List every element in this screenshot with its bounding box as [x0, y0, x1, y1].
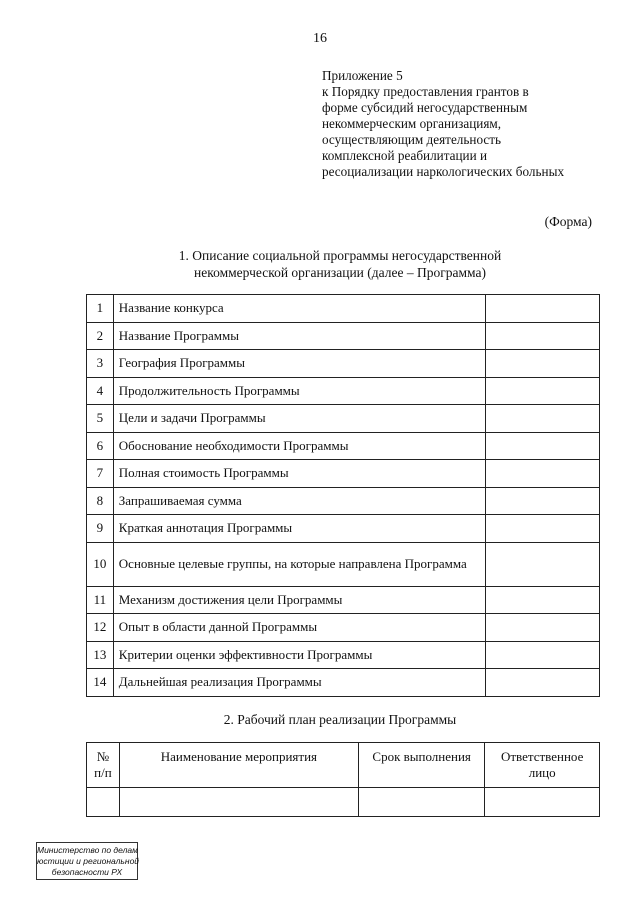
empty-cell[interactable]	[119, 788, 358, 817]
table-row	[87, 295, 600, 323]
row-label: Дальнейшая реализация Программы	[113, 669, 485, 697]
row-value-cell[interactable]	[485, 515, 599, 543]
appendix-line: Приложение 5	[322, 68, 403, 83]
row-label: Механизм достижения цели Программы	[113, 586, 485, 614]
row-number: 12	[87, 614, 114, 642]
column-header-number-line: №	[96, 749, 110, 764]
table-row	[87, 515, 600, 543]
table-row	[87, 377, 600, 405]
empty-cell[interactable]	[359, 788, 485, 817]
row-number: 11	[87, 586, 114, 614]
row-value-cell[interactable]	[485, 432, 599, 460]
appendix-line: к Порядку предоставления грантов в	[322, 84, 529, 99]
row-value-cell[interactable]	[485, 586, 599, 614]
table-row	[87, 460, 600, 488]
column-header-responsible	[485, 743, 600, 788]
row-label: Цели и задачи Программы	[113, 405, 485, 433]
appendix-line: комплексной реабилитации и	[322, 148, 488, 163]
row-value-cell[interactable]	[485, 405, 599, 433]
row-value-cell[interactable]	[485, 487, 599, 515]
row-number: 9	[87, 515, 114, 543]
row-label: Запрашиваемая сумма	[113, 487, 485, 515]
table-row	[87, 614, 600, 642]
row-value-cell[interactable]	[485, 460, 599, 488]
table-row	[87, 586, 600, 614]
table-row	[87, 669, 600, 697]
row-label: Опыт в области данной Программы	[113, 614, 485, 642]
empty-cell[interactable]	[485, 788, 600, 817]
row-label: Обоснование необходимости Программы	[113, 432, 485, 460]
row-number: 8	[87, 487, 114, 515]
row-label: География Программы	[113, 350, 485, 378]
column-header-responsible-line: Ответственное	[500, 749, 584, 764]
row-value-cell[interactable]	[485, 669, 599, 697]
stamp-line: безопасности РХ	[51, 867, 123, 877]
stamp-line: Министерство по делам	[37, 845, 138, 855]
appendix-line: ресоциализации наркологических больных	[322, 164, 565, 179]
table-row	[87, 405, 600, 433]
row-value-cell[interactable]	[485, 614, 599, 642]
row-number: 5	[87, 405, 114, 433]
table-row	[87, 487, 600, 515]
table-header-row	[87, 743, 600, 788]
table-row	[87, 350, 600, 378]
row-number: 3	[87, 350, 114, 378]
appendix-line: форме субсидий негосударственным	[322, 100, 528, 115]
section2-title: 2. Рабочий план реализации Программы	[223, 712, 457, 727]
table-row	[87, 542, 600, 586]
appendix-line: осуществляющим деятельность	[322, 132, 502, 147]
empty-cell[interactable]	[87, 788, 120, 817]
table-row	[87, 788, 600, 817]
row-label: Полная стоимость Программы	[113, 460, 485, 488]
row-value-cell[interactable]	[485, 641, 599, 669]
row-number: 1	[87, 295, 114, 323]
row-label: Название конкурса	[113, 295, 485, 323]
row-number: 10	[87, 542, 114, 586]
row-label: Название Программы	[113, 322, 485, 350]
row-number: 4	[87, 377, 114, 405]
row-value-cell[interactable]	[485, 295, 599, 323]
row-value-cell[interactable]	[485, 377, 599, 405]
row-value-cell[interactable]	[485, 542, 599, 586]
ministry-stamp	[36, 842, 138, 880]
program-description-table	[86, 294, 600, 697]
row-number: 14	[87, 669, 114, 697]
page-number: 16	[313, 31, 327, 46]
work-plan-table	[86, 742, 600, 817]
column-header-responsible-line: лицо	[528, 765, 556, 780]
column-header-event: Наименование мероприятия	[119, 743, 358, 788]
table-row	[87, 322, 600, 350]
section1-title-line: 1. Описание социальной программы негосударственной	[178, 248, 502, 263]
table-row	[87, 641, 600, 669]
row-label: Продолжительность Программы	[113, 377, 485, 405]
column-header-number	[87, 743, 120, 788]
row-number: 6	[87, 432, 114, 460]
row-label: Краткая аннотация Программы	[113, 515, 485, 543]
appendix-line: некоммерческим организациям,	[322, 116, 502, 131]
column-header-number-line: п/п	[94, 765, 112, 780]
row-number: 2	[87, 322, 114, 350]
section1-title	[80, 247, 600, 281]
row-number: 13	[87, 641, 114, 669]
row-value-cell[interactable]	[485, 350, 599, 378]
row-label: Основные целевые группы, на которые направлена Программа	[113, 542, 485, 586]
table-row	[87, 432, 600, 460]
appendix-header	[322, 68, 622, 180]
row-label: Критерии оценки эффективности Программы	[113, 641, 485, 669]
row-number: 7	[87, 460, 114, 488]
section1-title-line: некоммерческой организации (далее – Программа)	[194, 265, 486, 280]
form-label: (Форма)	[544, 214, 592, 229]
column-header-deadline: Срок выполнения	[359, 743, 485, 788]
stamp-line: юстиции и региональной	[37, 856, 140, 866]
row-value-cell[interactable]	[485, 322, 599, 350]
